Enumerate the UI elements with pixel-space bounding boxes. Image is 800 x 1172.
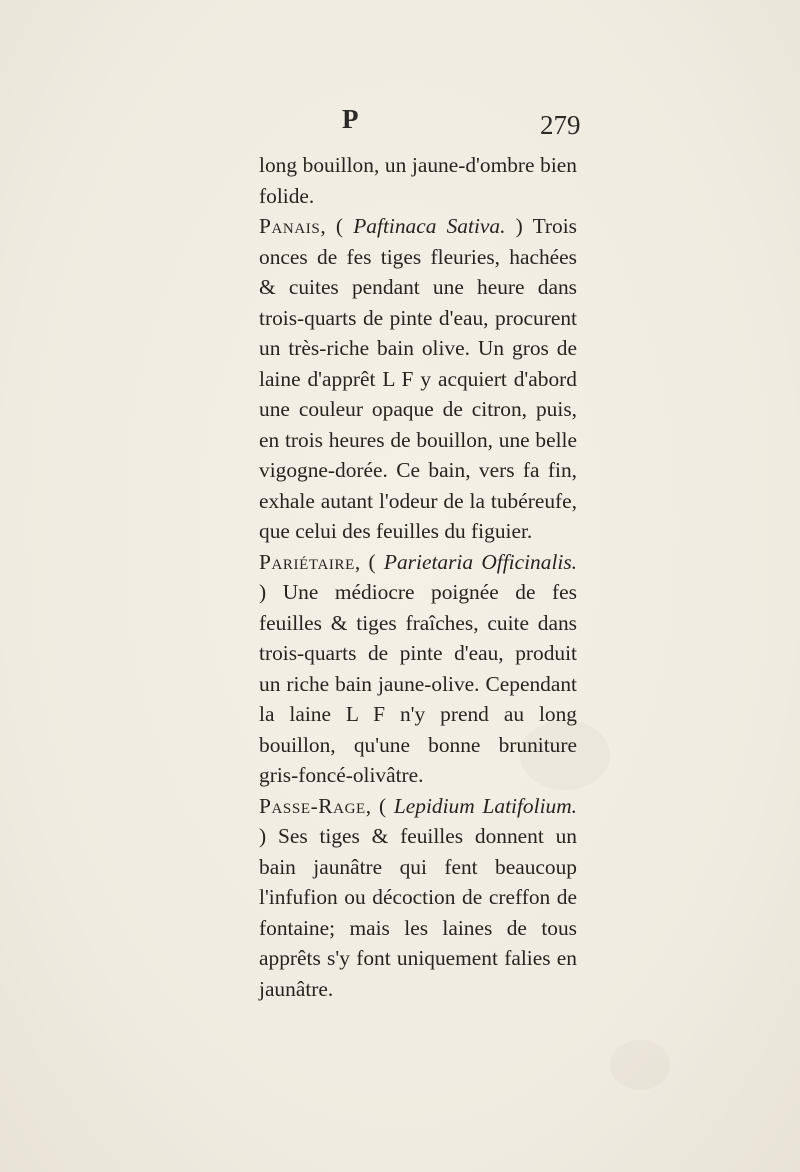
- entry-title: Passe-Rage: [259, 793, 366, 818]
- entry-text: Une médiocre poignée de fes feuilles & tiges fraîches, cuite dans trois-quarts de pinte d'eau, produit un riche bain jaune-olive. Cependant la laine L F n'y prend au long bouillon, qu'une bonne bruniture gris-foncé-olivâtre.: [259, 580, 577, 787]
- paragraph-parietaire: Pariétaire, ( Parietaria Officinalis. ) Une médiocre poignée de fes feuilles & tiges fraîches, cuite dans trois-quarts de pinte d'eau, produit un riche bain jaune-olive. Cependant la laine L F n'y prend au long bouillon, qu'une bonne bruniture gris-foncé-olivâtre.: [259, 549, 577, 787]
- latin-name: Lepidium Latifolium.: [393, 793, 577, 818]
- page-header: [0, 104, 800, 144]
- paragraph-passe-rage: Passe-Rage, ( Lepidium Latifolium. ) Ses tiges & feuilles donnent un bain jaunâtre qui fent beaucoup l'infufion ou décoction de creffon de fontaine; mais les laines de tous apprêts s'y font uniquement falies en jaunâtre.: [259, 793, 577, 1001]
- entry-title: Pariétaire: [259, 549, 355, 574]
- entry-title: Panais: [259, 214, 321, 238]
- continuation-text: long bouillon, un jaune-d'ombre bien folide.: [259, 153, 577, 208]
- paper-stain: [610, 1040, 670, 1090]
- body-text: [259, 150, 577, 1004]
- paragraph-panais: Panais, ( Paftinaca Sativa. ) Trois onces de fes tiges fleuries, hachées & cuites pendant une heure dans trois-quarts de pinte d'eau, procurent un très-riche bain olive. Un gros de laine d'apprêt L F y acquiert d'abord une couleur opaque de citron, puis, en trois heures de bouillon, une belle vigogne-dorée. Ce bain, vers fa fin, exhale autant l'odeur de la tubéreufe, que celui des feuilles du figuier.: [259, 214, 577, 543]
- latin-name: Paftinaca Sativa.: [353, 214, 506, 238]
- entry-text: Ses tiges & feuilles donnent un bain jaunâtre qui fent beaucoup l'infufion ou décoction de creffon de fontaine; mais les laines de tous apprêts s'y font uniquement falies en jaunâtre.: [259, 824, 577, 1001]
- page-number: 279: [540, 110, 581, 140]
- signature-mark: P: [342, 104, 360, 134]
- latin-name: Parietaria Officinalis.: [383, 549, 577, 574]
- entry-text: Trois onces de fes tiges fleuries, hachées & cuites pendant une heure dans trois-quarts de pinte d'eau, procurent un très-riche bain olive. Un gros de laine d'apprêt L F y acquiert d'abord une couleur opaque de citron, puis, en trois heures de bouillon, une belle vigogne-dorée. Ce bain, vers fa fin, exhale autant l'odeur de la tubéreufe, que celui des feuilles du figuier.: [259, 214, 577, 543]
- paragraph-continuation: [259, 150, 577, 211]
